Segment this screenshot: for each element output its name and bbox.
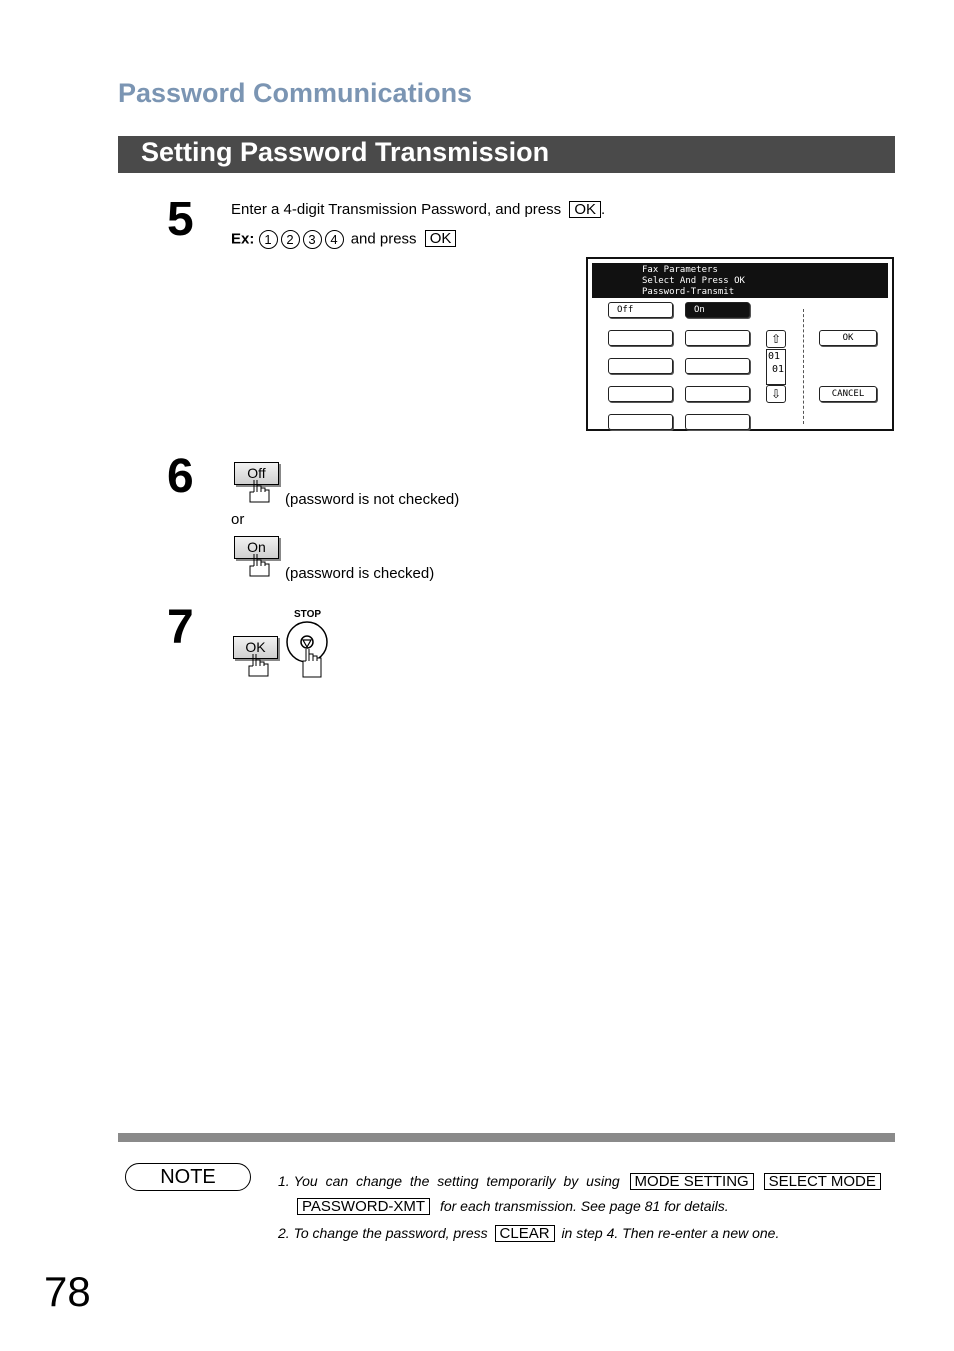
- step-5-number: 5: [167, 193, 194, 246]
- and-press-text: and press: [350, 230, 417, 248]
- step-5-instruction: [231, 201, 605, 218]
- note-1-text-a: You can change the setting temporarily by using: [293, 1173, 620, 1189]
- off-key[interactable]: Off: [234, 462, 279, 485]
- off-description: (password is not checked): [285, 491, 460, 508]
- lcd-empty-button: [685, 358, 750, 374]
- note-badge: NOTE: [125, 1163, 251, 1191]
- lcd-on-button[interactable]: On: [685, 302, 750, 318]
- divider: [803, 309, 804, 424]
- note-2-text-a: To change the password, press: [293, 1225, 488, 1241]
- select-mode-key: SELECT MODE: [764, 1173, 881, 1190]
- pressing-hand-icon: [248, 478, 276, 504]
- mode-setting-key: MODE SETTING: [630, 1173, 754, 1190]
- digit-key-4: 4: [325, 230, 344, 249]
- page-header-bar: [118, 136, 895, 173]
- pressing-hand-icon: [247, 652, 275, 678]
- lcd-header: [591, 262, 889, 299]
- step-5-text: Enter a 4-digit Transmission Password, and press: [231, 201, 562, 218]
- stop-button-icon[interactable]: [285, 621, 329, 679]
- lcd-empty-button: [608, 330, 673, 346]
- note-2-text-b: in step 4. Then re-enter a new one.: [561, 1225, 780, 1241]
- lcd-cancel-button[interactable]: CANCEL: [819, 386, 877, 402]
- lcd-empty-button: [685, 330, 750, 346]
- digit-key-2: 2: [281, 230, 300, 249]
- note-1-text-b: for each transmission. See page 81 for details.: [439, 1198, 729, 1214]
- down-arrow-icon[interactable]: ⇩: [766, 385, 786, 403]
- ok-key[interactable]: OK: [233, 636, 278, 659]
- lcd-empty-button: [608, 414, 673, 430]
- page-title: Setting Password Transmission: [141, 137, 550, 167]
- section-divider: [118, 1133, 895, 1142]
- note-2-number: 2.: [278, 1225, 290, 1241]
- note-item-1-cont: [297, 1198, 729, 1215]
- or-text: or: [231, 511, 245, 528]
- pressing-hand-icon: [248, 552, 276, 578]
- lcd-line-3: Password-Transmit: [642, 287, 735, 297]
- lcd-off-button[interactable]: Off: [608, 302, 673, 318]
- password-xmt-key: PASSWORD-XMT: [297, 1198, 430, 1215]
- note-item-1: [278, 1173, 892, 1190]
- stop-label: STOP: [294, 609, 322, 620]
- lcd-line-1: Fax Parameters: [642, 265, 718, 275]
- digit-key-3: 3: [303, 230, 322, 249]
- clear-key: CLEAR: [495, 1225, 555, 1242]
- ok-key-label: OK: [569, 201, 601, 218]
- lcd-ok-button[interactable]: OK: [819, 330, 877, 346]
- lcd-screen: [586, 257, 894, 431]
- note-1-number: 1.: [278, 1173, 290, 1189]
- lcd-empty-button: [685, 414, 750, 430]
- up-arrow-icon[interactable]: ⇧: [766, 330, 786, 348]
- ok-key-label: OK: [425, 230, 457, 247]
- on-description: (password is checked): [285, 565, 435, 582]
- example-label: Ex:: [231, 230, 255, 248]
- page-number: 78: [44, 1268, 91, 1315]
- lcd-empty-button: [608, 386, 673, 402]
- step-5-example: [231, 230, 456, 249]
- step-6-number: 6: [167, 450, 194, 503]
- lcd-line-2: Select And Press OK: [642, 276, 745, 286]
- lcd-empty-button: [685, 386, 750, 402]
- counter-bottom: 01: [772, 364, 785, 375]
- page-counter: [766, 349, 786, 385]
- counter-top: 01: [768, 351, 781, 362]
- on-key[interactable]: On: [234, 536, 279, 559]
- note-item-2: [278, 1225, 779, 1242]
- period: .: [601, 201, 606, 218]
- digit-key-1: 1: [259, 230, 278, 249]
- section-title: Password Communications: [118, 78, 473, 108]
- step-7-number: 7: [167, 601, 194, 654]
- lcd-empty-button: [608, 358, 673, 374]
